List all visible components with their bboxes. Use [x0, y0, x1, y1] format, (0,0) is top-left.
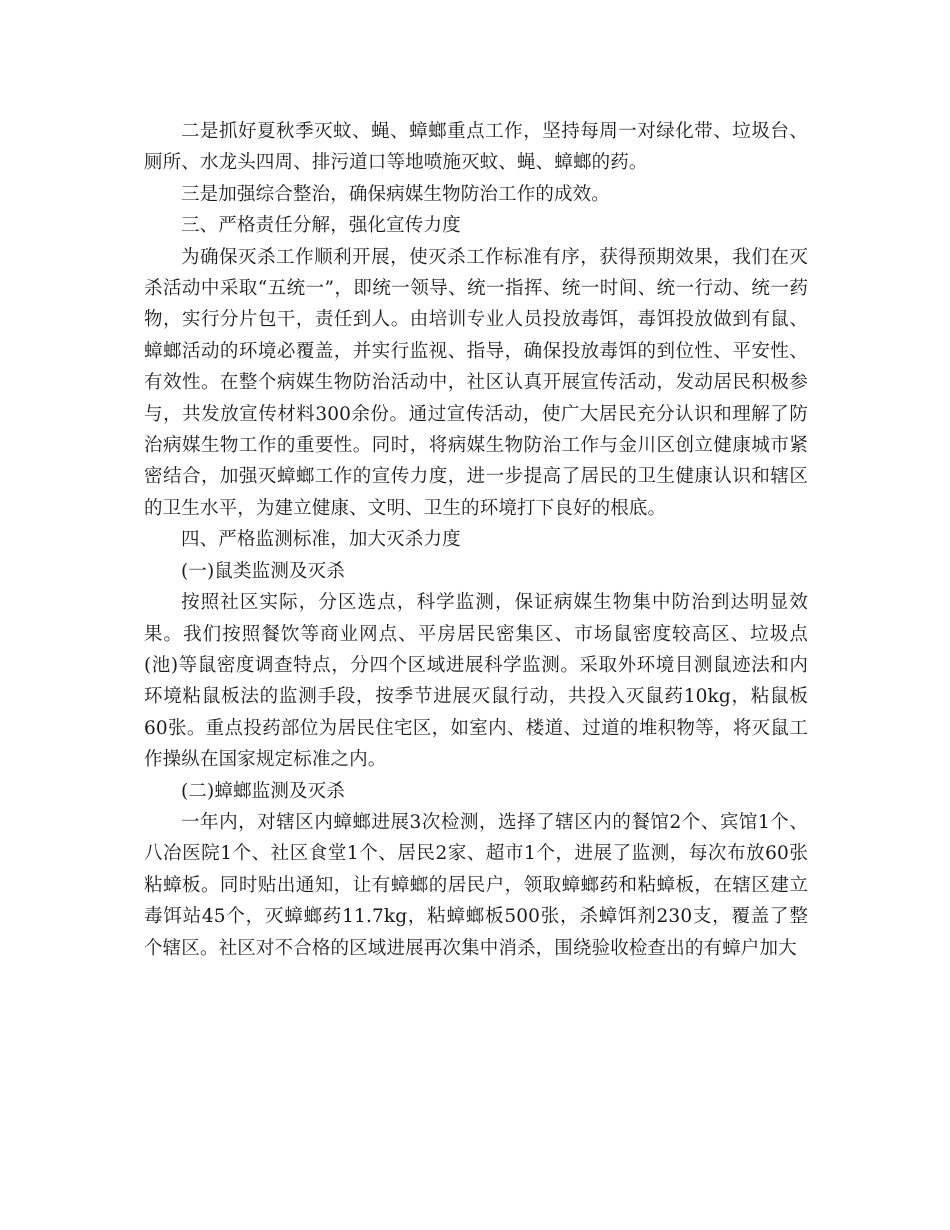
paragraph-responsibility-body: 为确保灭杀工作顺利开展，使灭杀工作标准有序，获得预期效果，我们在灭杀活动中采取“五统一”，即统一领导、统一指挥、统一时间、统一行动、统一药物，实行分片包干，责任到人。由培训专业人员投放毒饵，毒饵投放做到有鼠、蟑螂活动的环境必覆盖，并实行监视、指导，确保投放毒饵的到位性、平安性、有效性。在整个病媒生物防治活动中，社区认真开展宣传活动，发动居民积极参与，共发放宣传材料300余份。通过宣传活动，使广大居民充分认识和理解了防治病媒生物工作的重要性。同时，将病媒生物防治工作与金川区创立健康城市紧密结合，加强灭蟑螂工作的宣传力度，进一步提高了居民的卫生健康认识和辖区的卫生水平，为建立健康、文明、卫生的环境打下良好的根底。: [144, 246, 808, 519]
paragraph-measures-summer: 二是抓好夏秋季灭蚊、蝇、蟑螂重点工作，坚持每周一对绿化带、垃圾台、厕所、水龙头四周、排污道口等地喷施灭蚊、蝇、蟑螂的药。: [144, 121, 808, 174]
subsection-heading-cockroaches: (二)蟑螂监测及灭杀: [181, 780, 345, 802]
section-heading-monitoring: 四、严格监测标准，加大灭杀力度: [181, 529, 461, 551]
paragraph-measures-integrated: 三是加强综合整治，确保病媒生物防治工作的成效。: [181, 183, 610, 205]
paragraph-cockroaches-body: 一年内，对辖区内蟑螂进展3次检测，选择了辖区内的餐馆2个、宾馆1个、八冶医院1个、社区食堂1个、居民2家、超市1个，进展了监测，每次布放60张粘蟑板。同时贴出通知，让有蟑螂的居民户，领取蟑螂药和粘蟑板，在辖区建立毒饵站45个，灭蟑螂药11.7kg，粘蟑螂板500张，杀蟑饵剂230支，覆盖了整个辖区。社区对不合格的区域进展再次集中消杀，围绕验收检查出的有蟑户加大: [144, 811, 808, 959]
document-body: [144, 116, 808, 964]
subsection-heading-rodents: (一)鼠类监测及灭杀: [181, 560, 345, 582]
paragraph-rodents-body: 按照社区实际，分区选点，科学监测，保证病媒生物集中防治到达明显效果。我们按照餐饮等商业网点、平房居民密集区、市场鼠密度较高区、垃圾点(池)等鼠密度调查特点，分四个区域进展科学监测。采取外环境目测鼠迹法和内环境粘鼠板法的监测手段，按季节进展灭鼠行动，共投入灭鼠药10kg，粘鼠板60张。重点投药部位为居民住宅区，如室内、楼道、过道的堆积物等，将灭鼠工作操纵在国家规定标准之内。: [144, 592, 808, 771]
section-heading-responsibility: 三、严格责任分解，强化宣传力度: [181, 215, 461, 237]
